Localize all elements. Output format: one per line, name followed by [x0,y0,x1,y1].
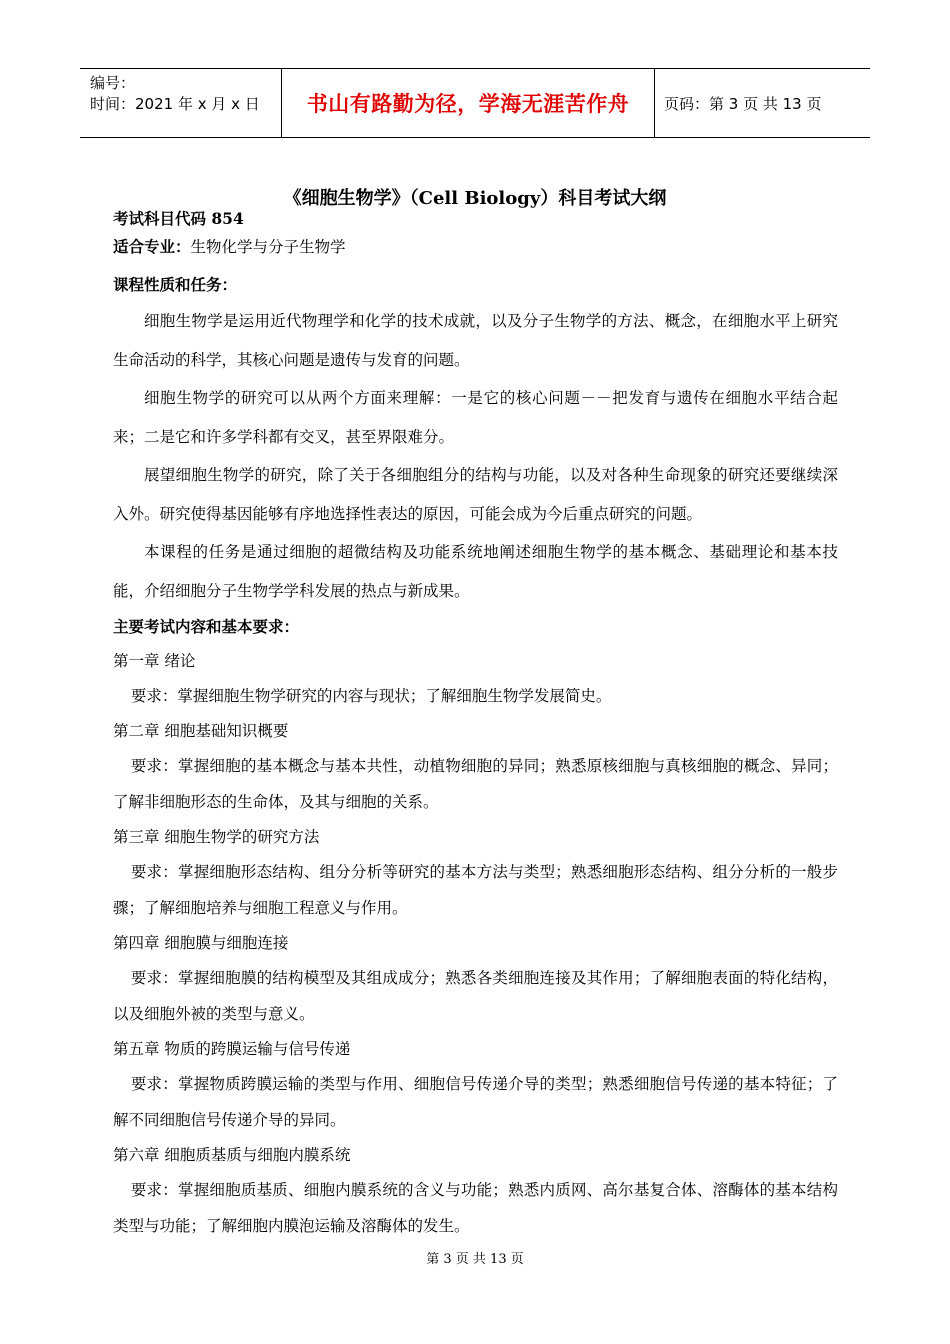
major-label: 适合专业： [113,238,191,256]
document-title: 《细胞生物学》（Cell Biology）科目考试大纲 [283,188,667,209]
paragraph: 本课程的任务是通过细胞的超微结构及功能系统地阐述细胞生物学的基本概念、基础理论和基本技能，介绍细胞分子生物学学科发展的热点与新成果。 [113,543,838,600]
chapter-requirement: 要求：掌握细胞生物学研究的内容与现状；了解细胞生物学发展简史。 [130,687,612,705]
header-left-cell [90,73,260,115]
chapter-title: 第五章 物质的跨膜运输与信号传递 [113,1040,351,1058]
applicable-major [113,230,838,268]
chapter-title: 第一章 绪论 [113,652,196,670]
paragraph: 细胞生物学是运用近代物理学和化学的技术成就，以及分子生物学的方法、概念，在细胞水平上研究生命活动的科学，其核心问题是遗传与发育的问题。 [113,312,838,369]
page-info: 页码：第 3 页 共 13 页 [664,95,822,113]
exam-content-heading: 主要考试内容和基本要求： [113,618,300,636]
number-label: 编号： [90,74,136,92]
motto-text: 书山有路勤为径，学海无涯苦作舟 [306,92,630,116]
chapter-title: 第六章 细胞质基质与细胞内膜系统 [113,1146,351,1164]
chapter-title: 第三章 细胞生物学的研究方法 [113,828,320,846]
exam-code: 考试科目代码 854 [113,209,244,228]
course-heading: 课程性质和任务： [113,276,238,294]
page-header [80,68,870,138]
chapter-title: 第二章 细胞基础知识概要 [113,722,289,740]
document-body [113,208,838,1244]
header-motto-cell [281,69,655,137]
paragraph: 展望细胞生物学的研究，除了关于各细胞组分的结构与功能，以及对各种生命现象的研究还要继续深入外。研究使得基因能够有序地选择性表达的原因，可能会成为今后重点研究的问题。 [113,466,838,523]
chapter-requirement: 要求：掌握物质跨膜运输的类型与作用、细胞信号传递介导的类型；熟悉细胞信号传递的基本特征；了解不同细胞信号传递介导的异同。 [113,1075,838,1129]
page-footer: 第 3 页 共 13 页 [426,1252,524,1267]
chapter-requirement: 要求：掌握细胞质基质、细胞内膜系统的含义与功能；熟悉内质网、高尔基复合体、溶酶体的基本结构类型与功能；了解细胞内膜泡运输及溶酶体的发生。 [113,1181,838,1235]
chapter-requirement: 要求：掌握细胞膜的结构模型及其组成成分；熟悉各类细胞连接及其作用；了解细胞表面的特化结构，以及细胞外被的类型与意义。 [113,969,838,1023]
chapter-title: 第四章 细胞膜与细胞连接 [113,934,289,952]
chapter-requirement: 要求：掌握细胞的基本概念与基本共性，动植物细胞的异同；熟悉原核细胞与真核细胞的概念、异同；了解非细胞形态的生命体，及其与细胞的关系。 [113,757,838,811]
time-label: 时间：2021 年 x 月 x 日 [90,95,260,113]
paragraph: 细胞生物学的研究可以从两个方面来理解：一是它的核心问题－－把发育与遗传在细胞水平结合起来；二是它和许多学科都有交叉，甚至界限难分。 [113,389,838,446]
major-value: 生物化学与分子生物学 [190,238,346,256]
chapter-requirement: 要求：掌握细胞形态结构、组分分析等研究的基本方法与类型；熟悉细胞形态结构、组分分析的一般步骤；了解细胞培养与细胞工程意义与作用。 [113,863,838,917]
